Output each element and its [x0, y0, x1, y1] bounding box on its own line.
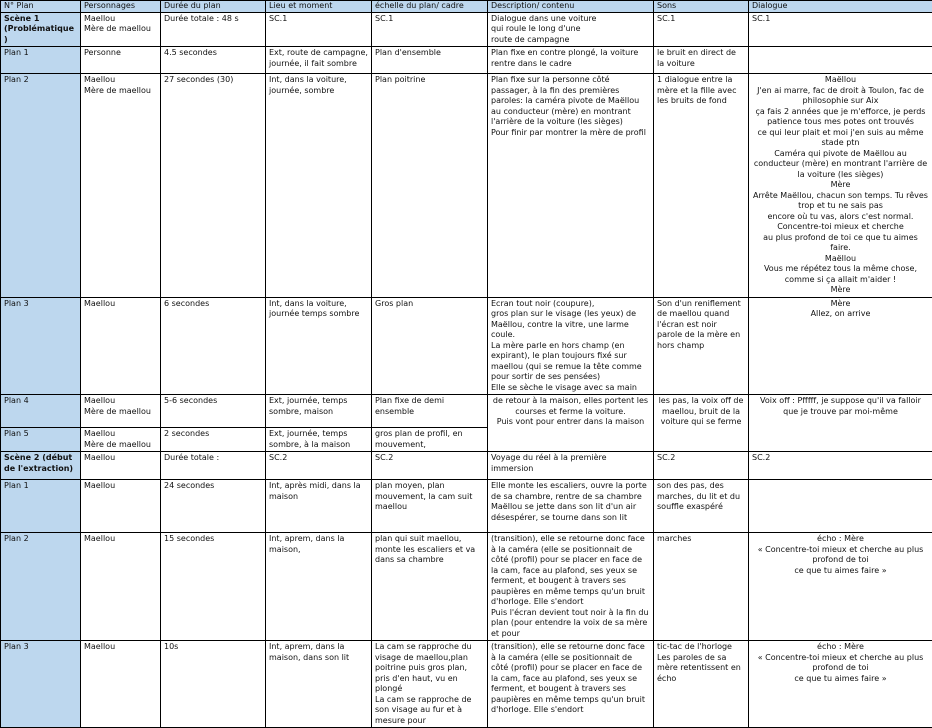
cell-lieu: Int, dans la voiture, journée temps sombre	[269, 299, 368, 320]
header-plan: N° Plan	[1, 1, 81, 13]
cell-echelle: Plan fixe de demi ensemble	[375, 396, 484, 417]
header-row	[1, 1, 932, 13]
cell-personnages: Maellou	[84, 534, 157, 545]
cell-echelle: plan moyen, plan mouvement, la cam suit maellou	[375, 481, 484, 513]
cell-personnages: Personne	[84, 48, 157, 59]
cell-personnages: Maellou	[84, 642, 157, 653]
cell-description: Plan fixe en contre plongé, la voiture rentre dans le cadre	[491, 48, 650, 69]
cell-lieu: Int, dans la voiture, journée, sombre	[269, 75, 368, 96]
cell-echelle: SC.2	[375, 453, 484, 464]
cell-sons: SC.1	[657, 14, 745, 25]
cell-description: Ecran tout noir (coupure), gros plan sur le visage (les yeux) de Maëllou, contre la vitre, une larme coule. La mère parle en hors champ (en expirant), le plan toujours fixé sur maellou (qui se remue la tête comme pour sortir de ses pensées) Elle se sèche le visage avec sa main	[491, 299, 650, 394]
cell-dialogue: Voix off : Pfffff, je suppose qu'il va falloir que je trouve par moi-même	[752, 396, 929, 417]
cell-duree: Durée totale :	[164, 453, 262, 464]
cell-plan: Plan 3	[4, 642, 77, 653]
cell-plan: Scène 1 (Problématique)	[4, 14, 77, 46]
cell-personnages: Maellou	[84, 453, 157, 464]
cell-plan: Plan 1	[4, 481, 77, 492]
cell-sons: marches	[657, 534, 745, 545]
cell-lieu: SC.2	[269, 453, 368, 464]
cell-plan: Plan 5	[4, 429, 77, 440]
cell-lieu: Int, après midi, dans la maison	[269, 481, 368, 502]
table-row-s2-plan-1	[1, 480, 932, 533]
header-description: Description/ contenu	[488, 1, 654, 13]
cell-personnages: Maellou Mère de maellou	[84, 429, 157, 450]
cell-duree: 5-6 secondes	[164, 396, 262, 407]
cell-dialogue: écho : Mère « Concentre-toi mieux et cherche au plus profond de toi ce que tu aimes faire »	[752, 642, 929, 684]
cell-dialogue: SC.1	[752, 14, 929, 25]
cell-description: (transition), elle se retourne donc face à la caméra (elle se positionnait de côté (profil) pour se placer en face de la cam, face au plafond, ses yeux se ferment, et bougent à travers ses paupières en même temps qu'un bruit d'horloge. Elle s'endort	[491, 642, 650, 716]
cell-duree: 2 secondes	[164, 429, 262, 440]
cell-sons: les pas, la voix off de maellou, bruit de la voiture qui se ferme	[657, 396, 745, 428]
cell-description: de retour à la maison, elles portent les courses et ferme la voiture. Puis vont pour entrer dans la maison	[491, 396, 650, 428]
cell-description: (transition), elle se retourne donc face à la caméra (elle se positionnait de côté (profil) pour se placer en face de la cam, face au plafond, ses yeux se ferment, et bougent à travers ses paupières en même temps qu'un bruit d'horloge. Elle s'endort Puis l'écran devient tout noir à la fin du plan (pour entendre la voix de sa mère et pour	[491, 534, 650, 639]
cell-sons: 1 dialogue entre la mère et la fille avec les bruits de fond	[657, 75, 745, 107]
cell-plan: Plan 4	[4, 396, 77, 407]
cell-lieu: SC.1	[269, 14, 368, 25]
table-row-s1-plan-1	[1, 47, 932, 74]
cell-duree: 24 secondes	[164, 481, 262, 492]
cell-echelle: gros plan de profil, en mouvement,	[375, 429, 484, 450]
cell-personnages: Maellou	[84, 481, 157, 492]
cell-description: Voyage du réel à la première immersion	[491, 453, 650, 474]
cell-echelle: Gros plan	[375, 299, 484, 310]
header-echelle: échelle du plan/ cadre	[372, 1, 488, 13]
table-row-s2-plan-2	[1, 533, 932, 641]
cell-personnages: Maellou Mère de maellou	[84, 396, 157, 417]
header-duree: Durée du plan	[161, 1, 266, 13]
header-personnages: Personnages	[81, 1, 161, 13]
cell-description: Dialogue dans une voiture qui roule le long d'une route de campagne	[491, 14, 650, 46]
header-dialogue: Dialogue	[749, 1, 932, 13]
cell-lieu: Int, aprem, dans la maison,	[269, 534, 368, 555]
cell-sons: tic-tac de l'horloge Les paroles de sa mère retentissent en écho	[657, 642, 745, 684]
cell-echelle: plan qui suit maellou, monte les escaliers et va dans sa chambre	[375, 534, 484, 566]
cell-duree: 4.5 secondes	[164, 48, 262, 59]
cell-personnages: Maellou Mère de maellou	[84, 14, 157, 35]
table-row-scene-2	[1, 452, 932, 480]
header-sons: Sons	[654, 1, 749, 13]
cell-plan: Plan 1	[4, 48, 77, 59]
cell-personnages: Maellou Mère de maellou	[84, 75, 157, 96]
table-row-s2-plan-3	[1, 641, 932, 728]
cell-dialogue: Maëllou J'en ai marre, fac de droit à Toulon, fac de philosophie sur Aix ça fais 2 années que je m'efforce, je perds patience tous mes potes ont trouvés ce qui leur plait et moi j'en suis au même stade ptn Caméra qui pivote de Maëllou au conducteur (mère) en montrant l'arrière de la voiture (les sièges) Mère Arrête Maëllou, chacun son temps. Tu rêves trop et tu ne sais pas encore où tu vas, alors c'est normal. Concentre-toi mieux et cherche au plus profond de toi ce que tu aimes faire. Maëllou Vous me répétez tous la même chose, comme si ça allait m'aider ! Mère	[752, 75, 929, 296]
cell-description: Elle monte les escaliers, ouvre la porte de sa chambre, rentre de sa chambre Maëllou se jette dans son lit d'un air désespérer, se tourne dans son lit	[491, 481, 650, 523]
cell-dialogue: écho : Mère « Concentre-toi mieux et cherche au plus profond de toi ce que tu aimes faire »	[752, 534, 929, 576]
header-lieu: Lieu et moment	[266, 1, 372, 13]
cell-dialogue: SC.2	[752, 453, 929, 464]
cell-duree: 15 secondes	[164, 534, 262, 545]
cell-plan: Plan 3	[4, 299, 77, 310]
cell-dialogue: Mère Allez, on arrive	[752, 299, 929, 320]
cell-echelle: Plan d'ensemble	[375, 48, 484, 59]
cell-sons: son des pas, des marches, du lit et du souffle exaspéré	[657, 481, 745, 513]
table-row-s1-plan-4	[1, 395, 932, 428]
cell-lieu: Int, aprem, dans la maison, dans son lit	[269, 642, 368, 663]
cell-plan: Plan 2	[4, 534, 77, 545]
cell-duree: Durée totale : 48 s	[164, 14, 262, 25]
cell-duree: 27 secondes (30)	[164, 75, 262, 86]
cell-echelle: SC.1	[375, 14, 484, 25]
cell-duree: 10s	[164, 642, 262, 653]
table-row-s1-plan-2	[1, 74, 932, 298]
table-row-scene-1	[1, 12, 932, 47]
cell-lieu: Ext, journée, temps sombre, maison	[269, 396, 368, 417]
cell-description: Plan fixe sur la personne côté passager, à la fin des premières paroles: la caméra pivote de Maëllou au conducteur (mère) en montrant l'arrière de la voiture (les sièges) Pour finir par montrer la mère de profil	[491, 75, 650, 138]
cell-sons: SC.2	[657, 453, 745, 464]
cell-echelle: Plan poitrine	[375, 75, 484, 86]
cell-sons: Son d'un reniflement de maellou quand l'écran est noir parole de la mère en hors champ	[657, 299, 745, 352]
table-row-s1-plan-3	[1, 297, 932, 395]
cell-duree: 6 secondes	[164, 299, 262, 310]
cell-lieu: Ext, route de campagne, journée, il fait sombre	[269, 48, 368, 69]
cell-sons: le bruit en direct de la voiture	[657, 48, 745, 69]
cell-personnages: Maellou	[84, 299, 157, 310]
cell-plan: Plan 2	[4, 75, 77, 86]
cell-lieu: Ext, journée, temps sombre, à la maison	[269, 429, 368, 450]
cell-plan: Scène 2 (début de l'extraction)	[4, 453, 77, 474]
cell-echelle: La cam se rapproche du visage de maellou,plan poitrine puis gros plan, pris d'en haut, vu en plongé La cam se rapproche de son visage au fur et à mesure pour	[375, 642, 484, 726]
